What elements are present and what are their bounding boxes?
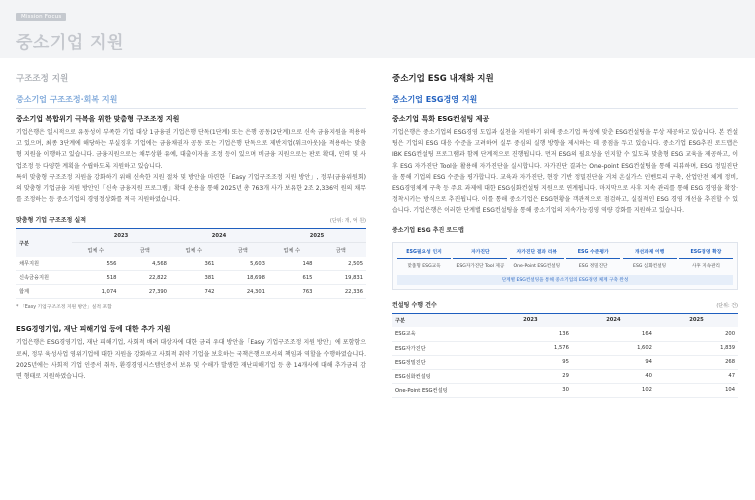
right-column [392, 68, 738, 398]
roadmap-step-desc: ESG 정밀진단 [578, 263, 608, 269]
table-footnote: * 「Easy 기업구조조정 지원 방안」실적 포함 [16, 305, 112, 311]
cell: 47 [655, 369, 738, 383]
table-col-amount: 금액 [119, 243, 170, 257]
cell: 361 [170, 257, 217, 271]
roadmap-summary-bar: 단계별 ESG컨설팅을 통해 중소기업의 ESG경영 체계 구축 완성 [397, 275, 733, 285]
table-col-count: 업체 수 [170, 243, 217, 257]
row-label: ESG정밀진단 [392, 355, 489, 369]
cell: 518 [72, 271, 119, 285]
roadmap-step-desc: ESG자가진단 Tool 제공 [456, 263, 505, 269]
table-header-year: 2025 [268, 229, 366, 243]
roadmap-step-head: 자가진단 결과 리뷰 [510, 248, 564, 259]
table-header-year: 2023 [72, 229, 170, 243]
table-row [392, 327, 738, 341]
roadmap-step-head: ESG 수준평가 [566, 248, 620, 259]
table-header-year: 2024 [572, 313, 655, 327]
cell: 1,576 [489, 341, 572, 355]
roadmap-title: 중소기업 ESG 추진 로드맵 [392, 226, 464, 234]
cell: 148 [268, 257, 315, 271]
row-label: 합계 [16, 285, 72, 299]
table-row [392, 341, 738, 355]
table-row [16, 285, 366, 299]
roadmap-step-desc: One-Point ESG컨설팅 [513, 263, 561, 269]
roadmap-step [510, 248, 564, 270]
cell: 615 [268, 271, 315, 285]
table-row [392, 355, 738, 369]
table-unit: (단위: 건) [716, 302, 738, 309]
table-header-year: 2025 [655, 313, 738, 327]
restructuring-table [16, 228, 366, 299]
roadmap-step-desc: ESG 심화컨설팅 [633, 263, 667, 269]
table-col-amount: 금액 [315, 243, 366, 257]
cell: 381 [170, 271, 217, 285]
paragraph-esg-consulting: 기업은행은 중소기업의 ESG경영 도입과 실천을 지원하기 위해 중소기업 특성에 맞춘 ESG컨설팅을 무상 제공하고 있습니다. 본 컨설팅은 기업의 ESG 대응 수준을 고려하여 실무 중심의 실행 방향을 제시하는 데 중점을 두고 있습니다. 중소기업 ESG추진 로드맵은 IBK ESG컨설팅 프로그램과 함께 단계적으로 진행됩니다. 먼저 ESG의 필요성을 인지할 수 있도록 맞춤형 ESG 교육을 제공하고, 이후 ESG 자가진단 Tool을 활용해 자가진단을 실시합니다. 자가진단 결과는 One-point ESG컨설팅을 통해 리뷰하며, ESG 정밀진단을 통해 기업의 ESG 수준을 평가합니다. 교육과 자가진단, 현장 기반 정밀진단을 거쳐 온실가스 인벤토리 구축, 산업안전 체계 정비, ESG경영체계 구축 등 주요 과제에 대한 ESG심화컨설팅 지원으로 연계됩니다. 마지막으로 사후 지속 관리를 통해 ESG 경영을 확장·정착시키는 방식으로 추진됩니다. 이를 통해 중소기업은 ESG현황을 객관적으로 점검하고, 실질적인 ESG 경영 개선을 추진할 수 있습니다. 기업은행은 이러한 단계별 ESG컨설팅을 통해 중소기업의 지속가능경영 역량 강화를 지원하고 있습니다. [392, 129, 738, 215]
heading-custom-restructuring: 중소기업 복합위기 극복을 위한 맞춤형 구조조정 지원 [16, 115, 180, 123]
heading-esg-disaster-support: ESG경영기업, 재난 피해기업 등에 대한 추가 지원 [16, 325, 171, 334]
heading-esg-consulting: 중소기업 특화 ESG컨설팅 제공 [392, 115, 490, 123]
section-title-restructuring: 구조조정 지원 [16, 74, 69, 84]
cell: 1,839 [655, 341, 738, 355]
roadmap-step [453, 248, 507, 270]
cell: 763 [268, 285, 315, 299]
esg-roadmap [392, 242, 738, 290]
roadmap-step-head: 자가진단 [453, 248, 507, 259]
cell: 22,822 [119, 271, 170, 285]
cell: 22,336 [315, 285, 366, 299]
roadmap-step [679, 248, 733, 270]
cell: 30 [489, 383, 572, 397]
roadmap-step [397, 248, 451, 270]
table-row [16, 271, 366, 285]
table-col-count: 업체 수 [72, 243, 119, 257]
row-label: ESG교육 [392, 327, 489, 341]
roadmap-step-head: ESG경영 확장 [679, 248, 733, 259]
row-label: 신속금융지원 [16, 271, 72, 285]
table-title: 컨설팅 수행 건수 [392, 301, 437, 309]
cell: 200 [655, 327, 738, 341]
table-row [16, 257, 366, 271]
cell: 1,074 [72, 285, 119, 299]
cell: 27,390 [119, 285, 170, 299]
cell: 40 [572, 369, 655, 383]
table-header-category: 구분 [16, 229, 72, 257]
cell: 1,602 [572, 341, 655, 355]
consulting-table-block [392, 300, 738, 398]
roadmap-step-head: ESG필요성 인지 [397, 248, 451, 259]
cell: 102 [572, 383, 655, 397]
subsection-title-esg: 중소기업 ESG경영 지원 [392, 94, 738, 109]
page-header [0, 0, 755, 58]
table-col-count: 업체 수 [268, 243, 315, 257]
cell: 94 [572, 355, 655, 369]
cell: 742 [170, 285, 217, 299]
mission-badge: Mission Focus [16, 13, 66, 21]
left-column [16, 68, 366, 382]
consulting-table [392, 313, 738, 398]
page-title: 중소기업 지원 [16, 33, 124, 53]
table-unit: (단위: 개, 억 원) [329, 218, 366, 225]
row-label: One-Point ESG컨설팅 [392, 383, 489, 397]
cell: 95 [489, 355, 572, 369]
cell: 18,698 [217, 271, 268, 285]
row-label: 채무지원 [16, 257, 72, 271]
table-header-category: 구분 [392, 313, 489, 327]
cell: 2,505 [315, 257, 366, 271]
subsection-title-restructuring: 중소기업 구조조정·회복 지원 [16, 94, 366, 109]
table-header-year: 2023 [489, 313, 572, 327]
cell: 136 [489, 327, 572, 341]
roadmap-step-head: 개선과제 이행 [623, 248, 677, 259]
table-row [392, 369, 738, 383]
cell: 556 [72, 257, 119, 271]
paragraph-restructuring-1: 기업은행은 일시적으로 유동성이 부족한 기업 대상 1금융권 기업은행 단독(1단계) 또는 은행 공동(2단계)으로 신속 금융지원을 적용하고 있으며, 최종 3단계에 해당하는 부실징후 기업에는 금융채권자 공동 또는 기업은행 단독으로 제반지업(워크아웃)을 적용하는 맞춤형 지원을 이행하고 있습니다. 금융지원으로는 채무상환 유예, 대출이자율 조정 등이 있으며 비금융 지원으로는 판로 확대, 인력 및 사업조정 등 다양한 계획을 수립하도록 지원하고 있습니다. [16, 129, 366, 170]
table-header-year: 2024 [170, 229, 268, 243]
restructuring-table-block [16, 215, 366, 310]
cell: 4,568 [119, 257, 170, 271]
table-title: 맞춤형 기업 구조조정 실적 [16, 217, 87, 225]
roadmap-step-desc: 사후 지속관리 [691, 263, 720, 269]
cell: 268 [655, 355, 738, 369]
row-label: ESG자가진단 [392, 341, 489, 355]
roadmap-step [623, 248, 677, 270]
paragraph-esg-disaster: 기업은행은 ESG경영기업, 재난 피해기업, 사회적 배려 대상자에 대한 금리 우대 방안을「Easy 기업구조조정 지원 방안」에 포함함으로써, 정부 육성사업 영위기업에 대한 지원을 강화하고 사회적 취약 기업을 보호하는 국책은행으로서의 책임과 역할을 수행하였습니다. 2025년에는 사회적 기업 인증서 취득, 환경경영시스템인증서 보유 및 수해가 발생한 재난피해기업 등 총 14개사에 대해 추가금리 감면 형태로 지원하였습니다. [16, 339, 366, 381]
cell: 104 [655, 383, 738, 397]
cell: 24,301 [217, 285, 268, 299]
table-col-amount: 금액 [217, 243, 268, 257]
cell: 19,831 [315, 271, 366, 285]
roadmap-step-desc: 맞춤형 ESG교육 [407, 263, 441, 269]
row-label: ESG심화컨설팅 [392, 369, 489, 383]
cell: 5,603 [217, 257, 268, 271]
cell: 29 [489, 369, 572, 383]
roadmap-step [566, 248, 620, 270]
paragraph-restructuring-2: 특히 맞춤형 구조조정 지원을 강화하기 위해 신속한 지원 절차 및 방안을 마련한「Easy 기업구조조정 지원 방안」, 정부(금융위원회)의 맞춤형 기업금융 지원 방안인「신속 금융지원 프로그램」확대 운용을 통해 2025년 총 763개 사가 보유한 2조 2,336억 원의 채무를 조정하는 등 중소기업의 경영정상화를 적극 지원하였습니다. [16, 173, 366, 204]
table-row [392, 383, 738, 397]
cell: 164 [572, 327, 655, 341]
section-title-esg: 중소기업 ESG 내재화 지원 [392, 74, 494, 84]
